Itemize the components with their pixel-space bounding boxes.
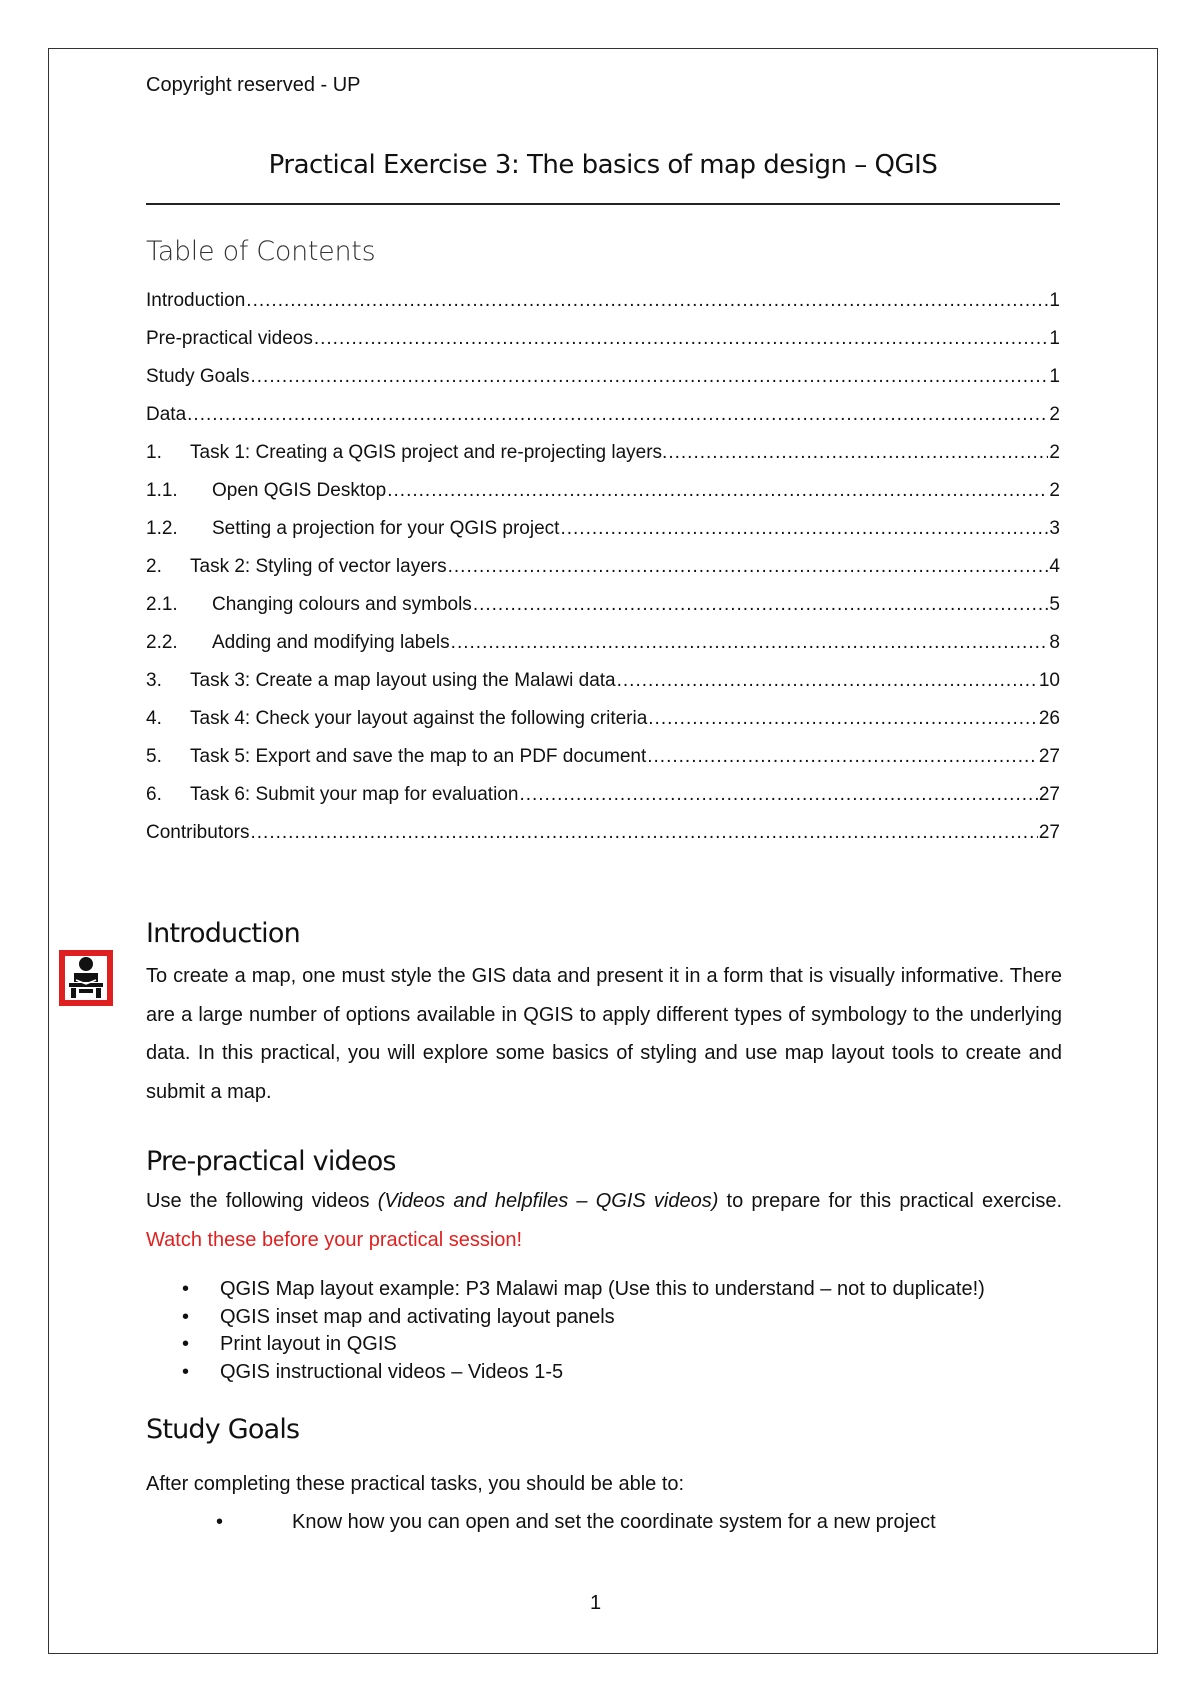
toc-leader <box>473 594 1049 616</box>
toc-entry-task-4[interactable] <box>146 708 1060 746</box>
toc-entry-number: 2. <box>146 556 162 577</box>
toc-entry-introduction[interactable] <box>146 290 1060 328</box>
toc-entry-task-5[interactable] <box>146 746 1060 784</box>
toc-entry-study-goals[interactable] <box>146 366 1060 404</box>
toc-leader <box>251 366 1049 388</box>
video-title: QGIS Map layout example: P3 Malawi map (Use this to understand – not to duplicate!) <box>220 1278 985 1300</box>
toc-entry-text: Setting a projection for your QGIS project <box>212 518 560 539</box>
toc-page-number: 27 <box>1038 784 1060 805</box>
toc-leader <box>617 670 1038 692</box>
toc-entry-number: 5. <box>146 746 162 767</box>
list-item[interactable] <box>146 1278 1076 1306</box>
toc-leader <box>387 480 1048 502</box>
toc-entry-text: Data <box>146 404 187 425</box>
title-divider <box>146 203 1060 205</box>
toc-leader <box>668 442 1048 464</box>
toc-entry-number: 4. <box>146 708 162 729</box>
copyright-notice: Copyright reserved - UP <box>146 74 361 96</box>
list-item[interactable] <box>146 1361 1076 1389</box>
toc-entry-pre-practical-videos[interactable] <box>146 328 1060 366</box>
toc-leader <box>448 556 1049 578</box>
toc-entry-task-6[interactable] <box>146 784 1060 822</box>
toc-leader <box>648 708 1038 730</box>
bullet-icon: • <box>182 1278 190 1300</box>
list-item[interactable] <box>146 1306 1076 1334</box>
bullet-icon: • <box>216 1511 224 1533</box>
toc-entry-text: Task 2: Styling of vector layers <box>190 556 447 577</box>
toc-page-number: 10 <box>1038 670 1060 691</box>
toc-page-number: 3 <box>1049 518 1060 539</box>
toc-entry-text: Changing colours and symbols <box>212 594 472 615</box>
video-title: QGIS instructional videos – Videos 1-5 <box>220 1360 564 1383</box>
toc-heading: Table of Contents <box>146 236 376 267</box>
toc-entry-text: Task 3: Create a map layout using the Malawi data <box>190 670 616 691</box>
bullet-icon: • <box>182 1360 190 1383</box>
toc-entry-text: Task 5: Export and save the map to an PDF document <box>190 746 647 767</box>
toc-page-number: 1 <box>1049 366 1060 387</box>
toc-page-number: 8 <box>1049 632 1060 653</box>
toc-page-number: 27 <box>1038 822 1060 843</box>
introduction-heading: Introduction <box>146 918 300 949</box>
study-goal-text: Know how you can open and set the coordinate system for a new project <box>292 1511 936 1533</box>
toc-leader <box>251 822 1038 844</box>
toc-entry-number: 1.2. <box>146 518 178 539</box>
toc-page-number: 2 <box>1049 442 1060 463</box>
toc-leader <box>187 404 1048 426</box>
toc-entry-task-2[interactable] <box>146 556 1060 594</box>
pre-practical-text-start: Use the following videos <box>146 1190 378 1212</box>
toc-entry-text: Task 6: Submit your map for evaluation <box>190 784 519 805</box>
video-title: QGIS inset map and activating layout panels <box>220 1305 615 1328</box>
toc-entry-task-1-1[interactable] <box>146 480 1060 518</box>
toc-page-number: 4 <box>1049 556 1060 577</box>
toc-entry-task-3[interactable] <box>146 670 1060 708</box>
toc-entry-text: Task 1: Creating a QGIS project and re-projecting layers. <box>190 442 668 463</box>
toc-page-number: 1 <box>1049 290 1060 311</box>
toc-entry-text: Introduction <box>146 290 246 311</box>
toc-page-number: 2 <box>1049 480 1060 501</box>
pre-practical-paragraph <box>146 1182 1062 1259</box>
pre-practical-heading-text: Pre-practical videos <box>146 1146 396 1177</box>
toc-page-number: 26 <box>1038 708 1060 729</box>
toc-page-number: 1 <box>1049 328 1060 349</box>
study-goals-intro: After completing these practical tasks, you should be able to: <box>146 1473 685 1495</box>
toc-entry-text: Pre-practical videos <box>146 328 313 349</box>
watch-warning: Watch these before your practical session! <box>146 1228 523 1251</box>
toc-entry-text: Study Goals <box>146 366 250 387</box>
toc-entry-text: Open QGIS Desktop <box>212 480 387 501</box>
toc-entry-number: 2.1. <box>146 594 178 615</box>
toc-leader <box>451 632 1049 654</box>
video-list <box>146 1278 1076 1388</box>
introduction-paragraph: To create a map, one must style the GIS data and present it in a form that is visually informative. There are a large number of options available in QGIS to apply different types of symbology to the underlying data. In this practical, you will explore some basics of styling and use map layout tools to create and submit a map. <box>146 965 1062 1103</box>
videos-reference: (Videos and helpfiles – QGIS videos) <box>377 1190 719 1212</box>
toc-entry-data[interactable] <box>146 404 1060 442</box>
toc-entry-task-1-2[interactable] <box>146 518 1060 556</box>
toc-entry-text: Contributors <box>146 822 250 843</box>
toc-leader <box>314 328 1049 350</box>
table-of-contents <box>146 290 1060 860</box>
reading-student-icon <box>59 950 113 1006</box>
toc-entry-text: Adding and modifying labels <box>212 632 450 653</box>
toc-page-number: 2 <box>1049 404 1060 425</box>
toc-entry-number: 3. <box>146 670 162 691</box>
list-item[interactable] <box>146 1333 1076 1361</box>
toc-entry-number: 2.2. <box>146 632 178 653</box>
toc-leader <box>560 518 1048 540</box>
toc-entry-number: 1.1. <box>146 480 178 501</box>
pre-practical-text-end: to prepare for this practical exercise. <box>718 1190 1062 1212</box>
toc-entry-number: 6. <box>146 784 162 805</box>
bullet-icon: • <box>182 1333 190 1355</box>
toc-page-number: 5 <box>1049 594 1060 615</box>
toc-entry-contributors[interactable] <box>146 822 1060 860</box>
study-goals-heading: Study Goals <box>146 1414 300 1445</box>
toc-leader <box>519 784 1037 806</box>
toc-entry-task-2-1[interactable] <box>146 594 1060 632</box>
document-title: Practical Exercise 3: The basics of map design – QGIS <box>268 150 938 180</box>
toc-leader <box>246 290 1048 312</box>
page-number: 1 <box>590 1592 602 1614</box>
toc-entry-task-2-2[interactable] <box>146 632 1060 670</box>
toc-leader <box>647 746 1038 768</box>
video-title: Print layout in QGIS <box>220 1333 397 1355</box>
toc-page-number: 27 <box>1038 746 1060 767</box>
pre-practical-heading <box>146 1146 396 1177</box>
toc-entry-text: Task 4: Check your layout against the following criteria <box>190 708 648 729</box>
toc-entry-task-1[interactable] <box>146 442 1060 480</box>
toc-entry-number: 1. <box>146 442 162 463</box>
bullet-icon: • <box>182 1305 190 1328</box>
